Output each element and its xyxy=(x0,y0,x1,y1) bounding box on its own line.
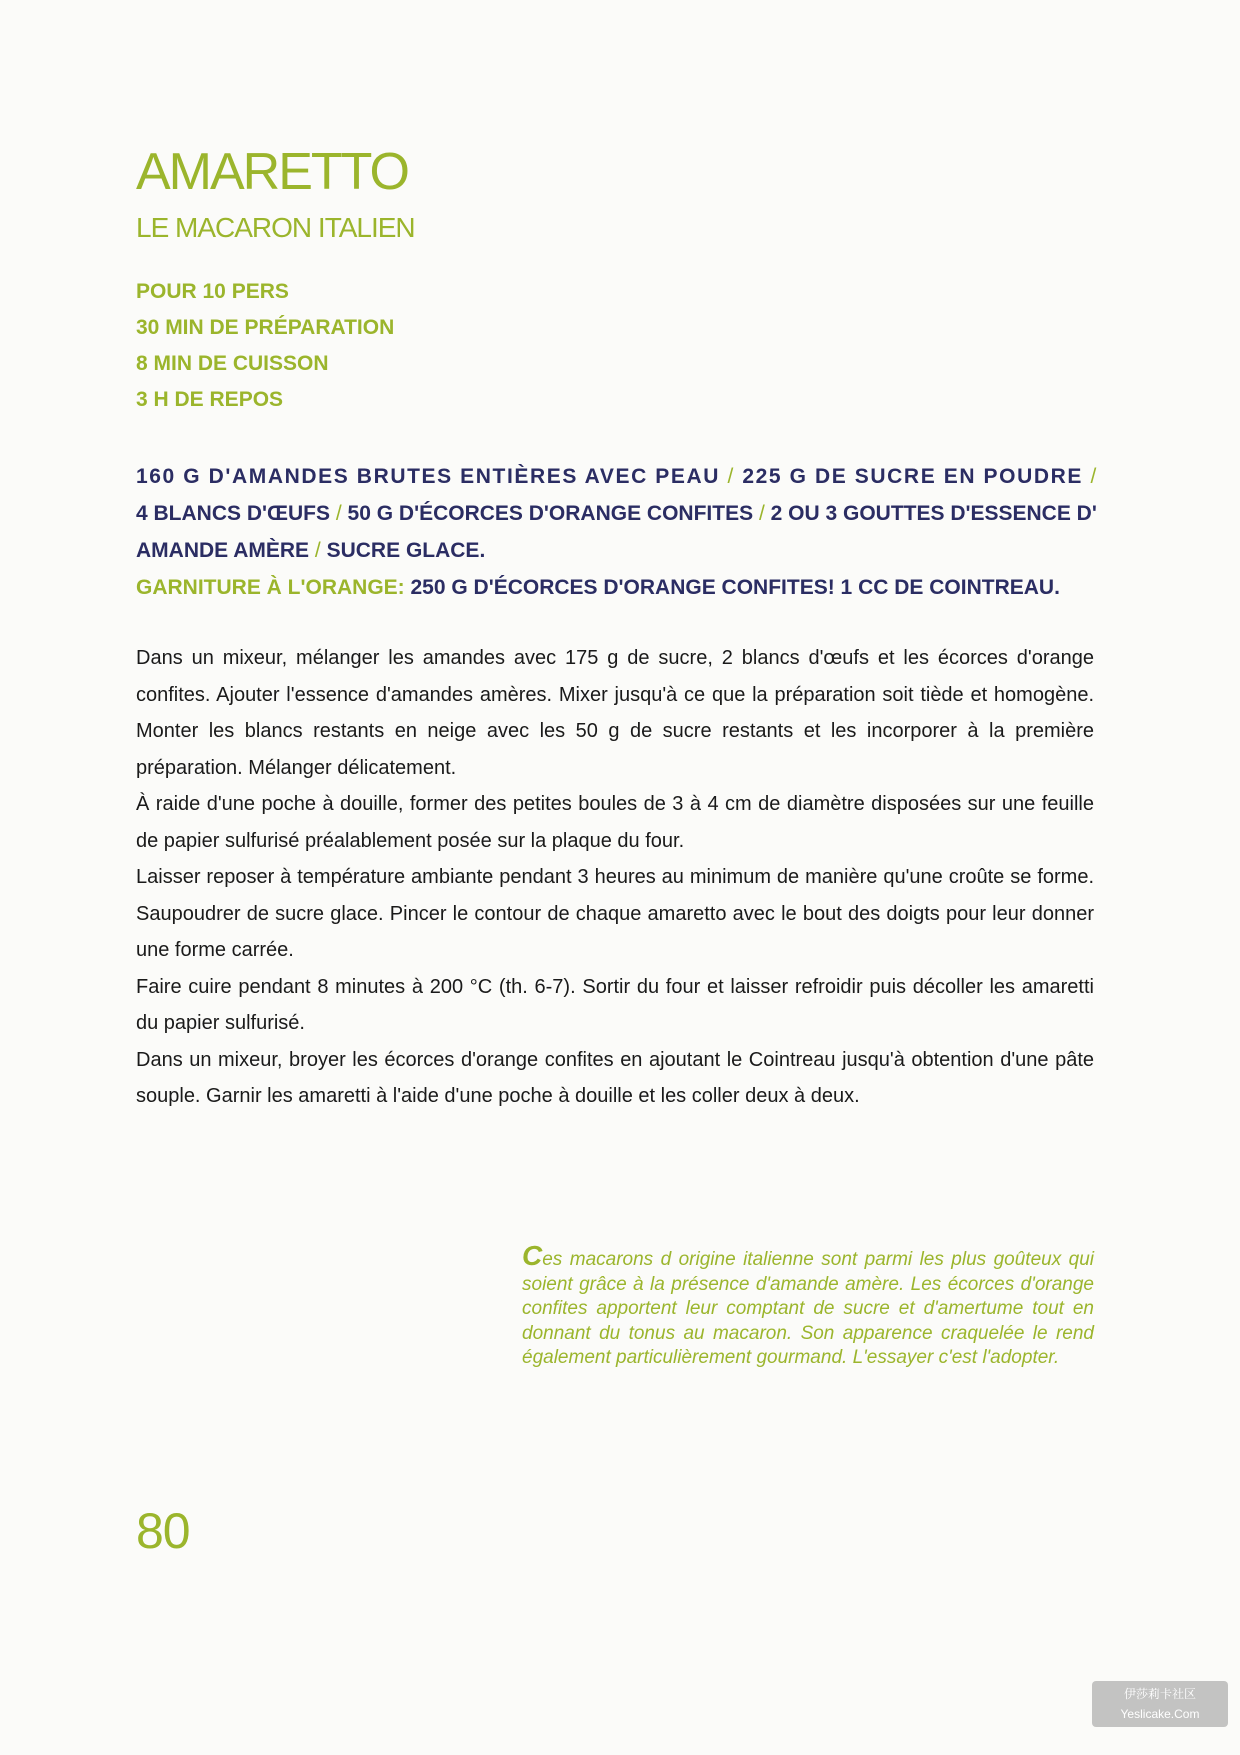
ingredient-orange-peel: 50 G D'ÉCORCES D'ORANGE CONFITES xyxy=(347,502,754,525)
page-number: 80 xyxy=(136,1503,190,1559)
method-block xyxy=(136,640,1094,1115)
watermark-line: Yeslicake.Com xyxy=(1120,1707,1200,1721)
recipe-meta-list xyxy=(136,278,394,422)
meta-servings: POUR 10 PERS xyxy=(136,280,289,303)
ingredient-separator: / xyxy=(314,539,321,562)
meta-rest-time: 3 H DE REPOS xyxy=(136,388,284,411)
meta-cook-time: 8 MIN DE CUISSON xyxy=(136,352,329,375)
method-step: Faire cuire pendant 8 minutes à 200 °C (th. 6-7). Sortir du four et laisser refroidir puis décoller les amaretti du papier sulfurisé. xyxy=(136,975,1094,1034)
ingredient-icing-sugar: SUCRE GLACE. xyxy=(326,539,486,562)
ingredient-almond-essence: 2 OU 3 GOUTTES D'ESSENCE D' AMANDE AMÈRE xyxy=(136,502,1097,562)
ingredient-separator: / xyxy=(758,502,765,525)
ingredient-sugar: 225 G DE SUCRE EN POUDRE xyxy=(742,465,1083,488)
method-step: À raide d'une poche à douille, former des petites boules de 3 à 4 cm de diamètre disposées sur une feuille de papier sulfurisé préalablement posée sur la plaque du four. xyxy=(136,793,1094,852)
ingredients-block xyxy=(136,458,1106,606)
ingredient-almonds: 160 G D'AMANDES BRUTES ENTIÈRES AVEC PEAU xyxy=(136,465,721,488)
method-step: Dans un mixeur, mélanger les amandes avec 175 g de sucre, 2 blancs d'œufs et les écorces d'orange confites. Ajouter l'essence d'amandes amères. Mixer jusqu'à ce que la préparation soit tiède et homogène. Monter les blancs restants en neige avec les 50 g de sucre restants et les incorporer à la première préparation. Mélanger délicatement. xyxy=(136,647,1094,779)
ingredient-separator: / xyxy=(335,502,342,525)
ingredient-separator: / xyxy=(1090,465,1098,488)
garniture-label: GARNITURE À L'ORANGE: xyxy=(136,576,405,599)
watermark xyxy=(1092,1681,1228,1727)
meta-prep-time: 30 MIN DE PRÉPARATION xyxy=(136,316,395,339)
note-text: es macarons d origine italienne sont parmi les plus goûteux qui soient grâce à la présence d'amande amère. Les écorces d'orange confites apportent leur comptant de sucre et d'amertume tout en donnant du tonus au macaron. Son apparence craquelée le rend également particulièrement gourmand. L'essayer c'est l'adopter. xyxy=(522,1249,1094,1368)
garniture-text: 250 G D'ÉCORCES D'ORANGE CONFITES! 1 CC DE COINTREAU. xyxy=(410,576,1060,599)
method-step: Laisser reposer à température ambiante pendant 3 heures au minimum de manière qu'une croûte se forme. Saupoudrer de sucre glace. Pincer le contour de chaque amaretto avec le bout des doigts pour leur donner une forme carrée. xyxy=(136,866,1094,961)
watermark-line: 伊莎莉卡社区 xyxy=(1123,1687,1196,1701)
note-drop-cap: C xyxy=(522,1240,543,1271)
side-note xyxy=(522,1240,1094,1371)
method-step: Dans un mixeur, broyer les écorces d'orange confites en ajoutant le Cointreau jusqu'à obtention d'une pâte souple. Garnir les amaretti à l'aide d'une poche à douille et les coller deux à deux. xyxy=(136,1048,1094,1107)
recipe-subtitle: LE MACARON ITALIEN xyxy=(136,212,415,243)
recipe-title: AMARETTO xyxy=(136,143,408,201)
ingredient-separator: / xyxy=(727,465,735,488)
ingredient-egg-whites: 4 BLANCS D'ŒUFS xyxy=(136,502,331,525)
